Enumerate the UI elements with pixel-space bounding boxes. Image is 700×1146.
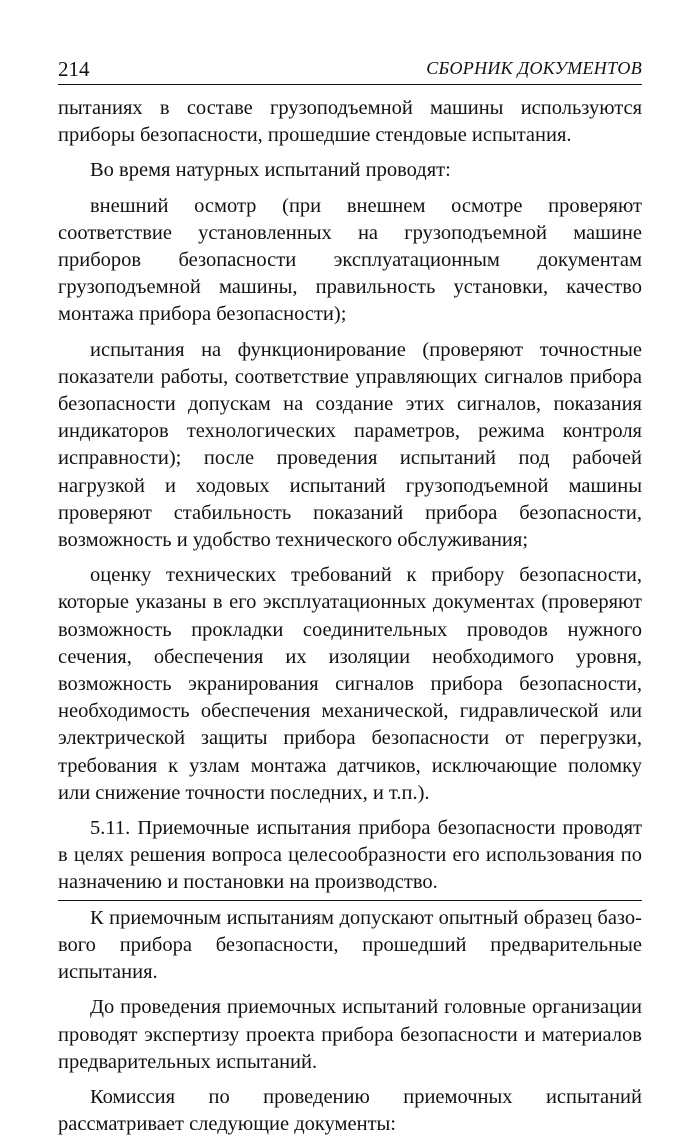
- document-page: [58, 56, 642, 1146]
- paragraph: До проведения приемочных испытаний головные организации проводят экспертизу проекта прибора безопасности и материалов предварительных испытаний.: [58, 996, 642, 1073]
- page-header: [58, 56, 642, 85]
- paragraph: К приемочным испытаниям допускают опытный образец базового прибора безопасности, прошедший предварительные испытания.: [58, 906, 642, 984]
- paragraph: оценку технических требований к прибору безопасности, которые указаны в его эксплуатационных документах (проверяют возможность прокладки соединительных проводов нужного сечения, обеспечения их изоляции необходимого уровня, возможность экранирования сигналов прибора безопасности, необходимость обеспечения механической, гидравлической или электрической защиты прибора безопасности от перегрузки, требования к узлам монтажа датчиков, исключающие поломку или снижение точности последних, и т.п.).: [58, 564, 642, 804]
- paragraph: Во время натурных испытаний проводят:: [90, 159, 451, 182]
- footnote-divider: [58, 900, 642, 901]
- paragraph: испытания на функционирование (проверяют точностные показатели работы, соответствие управляющих сигналов прибора безопасности допускам на создание этих сигналов, показания индикаторов технологических параметров, режима контроля исправности); после проведения испытаний под рабочей нагрузкой и ходовых испытаний грузоподъемной машины проверяют стабильность показаний прибора безопасности, возможность и удобство технического обслуживания;: [58, 338, 642, 552]
- paragraph: Комиссия по проведению приемочных испытаний рассматривает следующие документы:: [58, 1085, 642, 1136]
- paragraph-continuation: пытаниях в составе грузоподъемной машины используются приборы безопасности, прошедшие стендовые испытания.: [58, 97, 642, 147]
- page-body: [58, 95, 642, 1138]
- paragraph: внешний осмотр (при внешнем осмотре проверяют соответствие установленных на грузоподъемной машине приборов безопасности эксплуатационным документам грузоподъемной машины, правильность установки, качество монтажа прибора безопасности);: [58, 194, 642, 326]
- page-number: 214: [58, 57, 90, 81]
- paragraph: 5.11. Приемочные испытания прибора безопасности проводят в целях решения вопроса целесообразности его использования по назначению и постановки на производство.: [58, 817, 642, 894]
- running-title: СБОРНИК ДОКУМЕНТОВ: [426, 58, 642, 78]
